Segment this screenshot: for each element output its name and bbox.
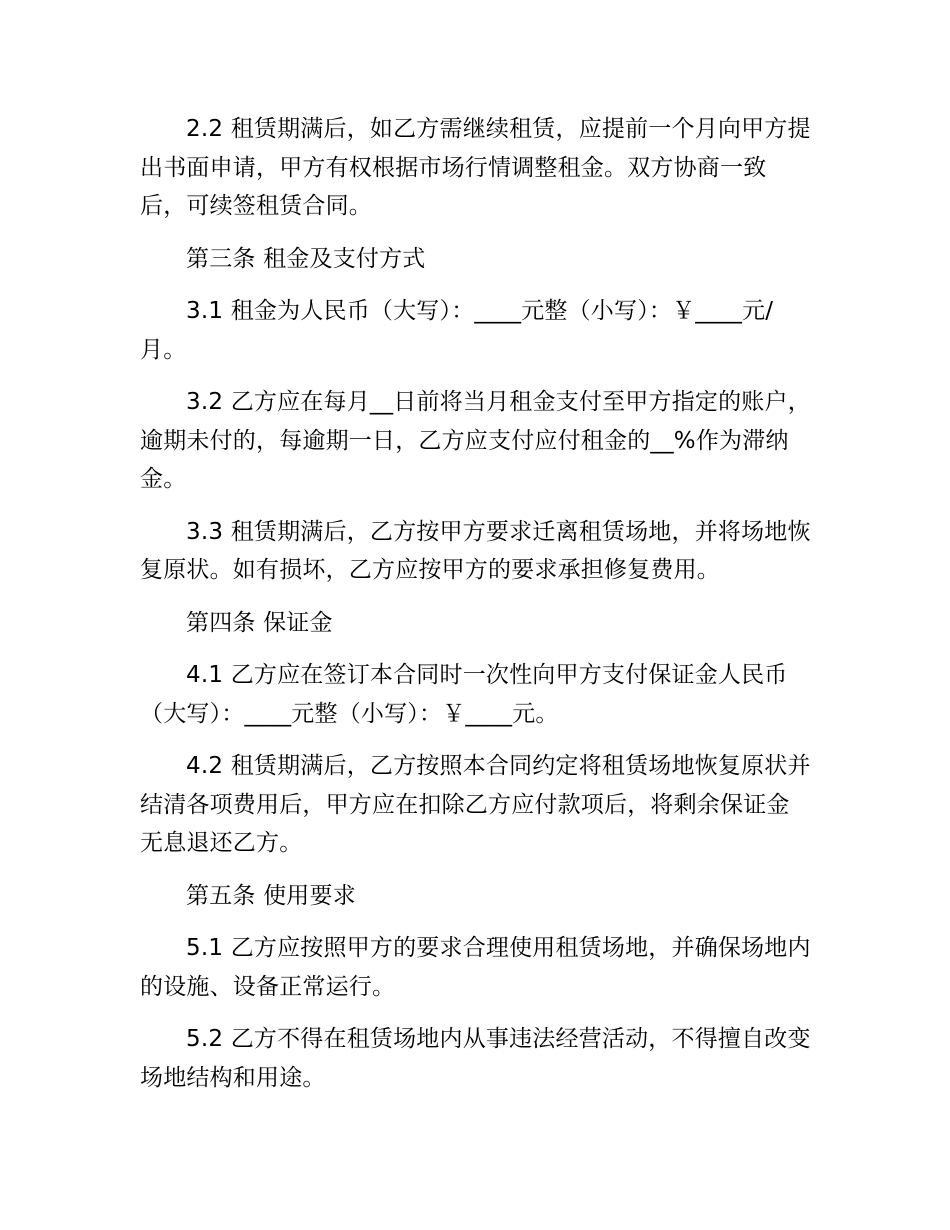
clause-3-1: 3.1 租金为人民币（大写）：____元整（小写）：￥____元/月。	[140, 298, 774, 363]
clause-3-3: 3.3 租赁期满后，乙方按甲方要求迁离租赁场地，并将场地恢复原状。如有损坏，乙方应按甲方的要求承担修复费用。	[140, 518, 811, 583]
heading-article-5: 第五条 使用要求	[186, 882, 356, 909]
clause-5-1: 5.1 乙方应按照甲方的要求合理使用租赁场地，并确保场地内的设施、设备正常运行。	[140, 935, 811, 1000]
heading-article-3: 第三条 租金及支付方式	[186, 245, 426, 272]
clause-5-2: 5.2 乙方不得在租赁场地内从事违法经营活动，不得擅自改变场地结构和用途。	[140, 1026, 811, 1091]
clause-2-2: 2.2 租赁期满后，如乙方需继续租赁，应提前一个月向甲方提出书面申请，甲方有权根据市场行情调整租金。双方协商一致后，可续签租赁合同。	[140, 116, 811, 219]
clause-4-2: 4.2 租赁期满后，乙方按照本合同约定将租赁场地恢复原状并结清各项费用后，甲方应在扣除乙方应付款项后，将剩余保证金无息退还乙方。	[140, 753, 811, 856]
document-page	[140, 110, 812, 1111]
clause-4-1: 4.1 乙方应在签订本合同时一次性向甲方支付保证金人民币（大写）：____元整（小写）：￥____元。	[140, 662, 788, 727]
clause-3-2: 3.2 乙方应在每月__日前将当月租金支付至甲方指定的账户，逾期未付的，每逾期一日，乙方应支付应付租金的__%作为滞纳金。	[140, 389, 811, 492]
heading-article-4: 第四条 保证金	[186, 609, 333, 636]
